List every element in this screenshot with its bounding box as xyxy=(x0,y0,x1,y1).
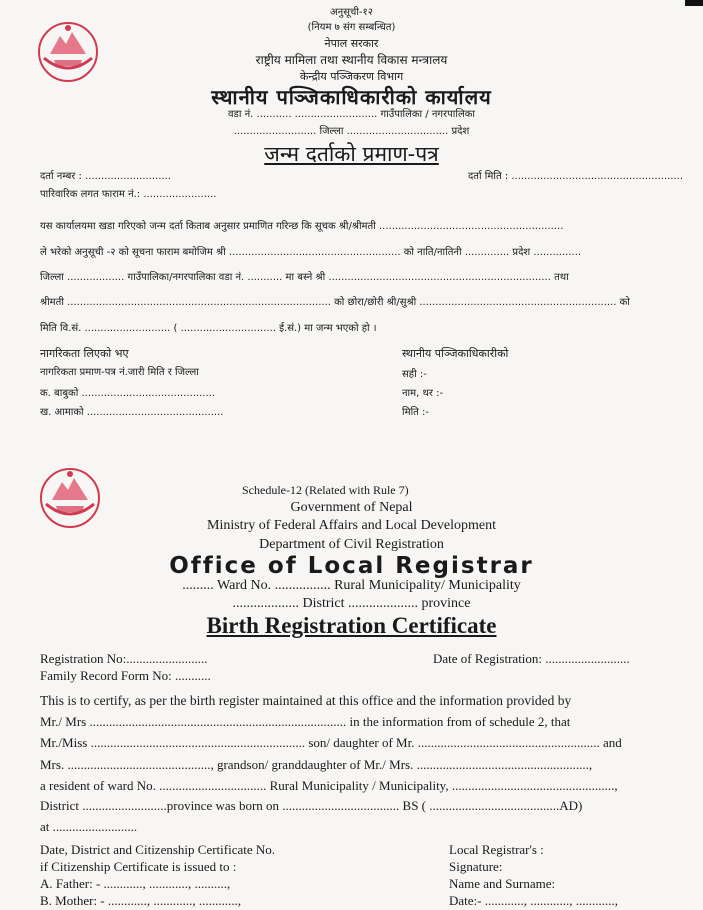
np-ward-line: वडा नं. ........... .......................... गाउँपालिका / नगरपालिका xyxy=(227,109,476,120)
en-district-line: ................... District .................... province xyxy=(232,596,471,611)
en-certificate-title: Birth Registration Certificate xyxy=(206,613,497,638)
np-body-line: श्रीमती ................................................................................... को छोरा/छोरी श्री/सुश्री .............................................................. को xyxy=(40,297,630,308)
np-certificate-title: जन्म दर्ताको प्रमाण-पत्र xyxy=(264,142,439,166)
np-registration-no: दर्ता नम्बर : ........................... xyxy=(40,171,171,182)
en-schedule: Schedule-12 (Related with Rule 7) xyxy=(242,483,409,497)
en-date-field: Date:- ............, ............, ............, xyxy=(449,893,618,908)
np-government: नेपाल सरकार xyxy=(324,37,379,50)
en-body-line: Mr./ Mrs ............................................................................... in the information from of schedule 2, that xyxy=(40,714,571,729)
np-registration-date: दर्ता मिति : ...................................................... xyxy=(468,171,684,182)
en-body-line: Mr./Miss .................................................................. son/ daughter of Mr. ........................................................ and xyxy=(40,735,622,750)
en-ward-line: ......... Ward No. ................ Rural Municipality/ Municipality xyxy=(182,578,521,593)
np-schedule: अनुसूची-१२ xyxy=(330,7,373,18)
np-ministry: राष्ट्रीय मामिला तथा स्थानीय विकास मन्त्रालय xyxy=(255,53,448,67)
np-rule: (नियम ७ संग सम्बन्धित) xyxy=(307,22,396,33)
np-father-field: क. बाबुको .......................................... xyxy=(40,388,216,399)
en-registrar-heading: Local Registrar's : xyxy=(449,842,544,857)
en-body-line: Mrs. ............................................, grandson/ granddaughter of Mr./ Mrs. ....................................................., xyxy=(40,757,593,772)
en-citizenship-detail: if Citizenship Certificate is issued to : xyxy=(40,859,237,874)
en-name-field: Name and Surname: xyxy=(449,876,556,891)
np-office-title: स्थानीय पञ्जिकाधिकारीको कार्यालय xyxy=(211,85,492,109)
np-body-line: ले भरेको अनुसूची -२ को सूचना फाराम बमोजिम श्री ...................................................... को नाति/नातिनी .............. प्रदेश ............... xyxy=(40,247,582,258)
en-ministry: Ministry of Federal Affairs and Local Development xyxy=(207,518,496,533)
en-office-title: Office of Local Registrar xyxy=(169,553,534,579)
np-date-field: मिति :- xyxy=(402,407,430,418)
np-name-field: नाम, थर :- xyxy=(402,388,444,399)
np-citizenship-detail: नागरिकता प्रमाण-पत्र नं.जारी मिति र जिल्ला xyxy=(40,367,199,378)
np-body-line: जिल्ला .................. गाउँपालिका/नगरपालिका वडा नं. ........... मा बस्ने श्री ...................................................................... तथा xyxy=(40,272,569,283)
np-registrar-heading: स्थानीय पञ्जिकाधिकारीको xyxy=(402,347,509,360)
en-registration-no: Registration No:......................... xyxy=(40,651,208,666)
en-mother-field: B. Mother: - ............, ............, ............, xyxy=(40,893,242,908)
en-body-line: This is to certify, as per the birth register maintained at this office and the information provided by xyxy=(40,693,572,708)
en-family-form-no: Family Record Form No: ........... xyxy=(40,668,211,683)
en-department: Department of Civil Registration xyxy=(259,537,444,552)
en-body-line: at .......................... xyxy=(40,819,138,834)
en-citizenship-heading: Date, District and Citizenship Certificate No. xyxy=(40,842,276,857)
np-district-line: .......................... जिल्ला ................................ प्रदेश xyxy=(233,126,470,137)
en-government: Government of Nepal xyxy=(290,500,413,515)
np-body-line: मिति वि.सं. ........................... ( .............................. ई.सं.) मा जन्म भएको हो । xyxy=(40,323,377,334)
en-registration-date: Date of Registration: .......................... xyxy=(433,651,630,666)
en-signature-field: Signature: xyxy=(449,859,503,874)
en-body-line: District ..........................province was born on .................................... BS ( ........................................AD) xyxy=(40,798,583,813)
np-citizenship-heading: नागरिकता लिएको भए xyxy=(40,347,129,360)
np-mother-field: ख. आमाको ........................................... xyxy=(40,407,224,418)
np-signature-field: सही :- xyxy=(402,369,427,380)
np-family-form-no: पारिवारिक लगत फाराम नं.: ....................... xyxy=(40,189,217,200)
en-body-line: a resident of ward No. ................................. Rural Municipality / Municipality, .................................................., xyxy=(40,778,618,793)
en-father-field: A. Father: - ............, ............, .........., xyxy=(40,876,231,891)
np-department: केन्द्रीय पञ्जिकरण विभाग xyxy=(299,70,404,83)
np-body-line: यस कार्यालयमा खडा गरिएको जन्म दर्ता किताब अनुसार प्रमाणित गरिन्छ कि सूचक श्री/श्रीमती .......................................................... xyxy=(40,221,564,232)
